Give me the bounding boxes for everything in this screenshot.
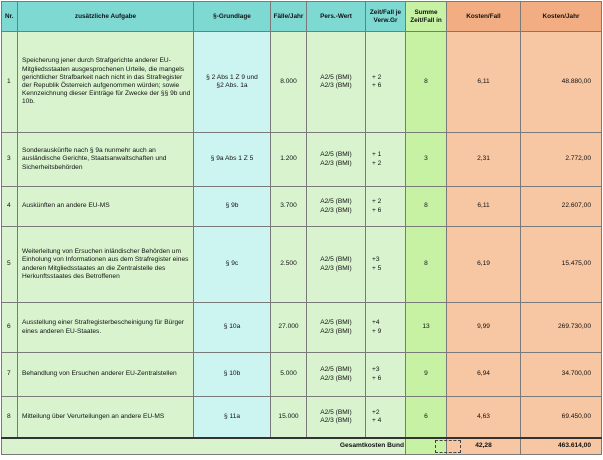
table-row (2, 353, 602, 397)
grundlage-line: § 9a Abs 1 Z 5 (210, 155, 254, 163)
row-zeit-fall (366, 227, 406, 303)
row-zeit-fall (366, 397, 406, 438)
pers-line: A2/3 (BMI) (320, 327, 352, 335)
zeit-line: +3 (372, 256, 380, 264)
row-zeit-fall (366, 303, 406, 353)
pers-line: A2/5 (BMI) (320, 198, 352, 206)
pers-line: A2/5 (BMI) (320, 151, 352, 159)
row-grundlage (194, 133, 271, 187)
pers-line: A2/3 (BMI) (320, 206, 352, 214)
row-pers-wert (307, 32, 366, 133)
row-kosten-jahr: 48.880,00 (521, 32, 602, 133)
pers-line: A2/3 (BMI) (320, 374, 352, 382)
grundlage-line: § 9c (225, 260, 239, 268)
row-pers-wert (307, 303, 366, 353)
row-faelle: 3.700 (271, 187, 307, 227)
row-task: Weiterleitung von Ersuchen inländischer Behörden um Einholung von Informationen aus dem Strafregister eines anderen Mitgliedsstaates an die Zentralstelle des Herkunftsstaates des Betroffenen (18, 227, 194, 303)
zeit-line: +2 (372, 408, 380, 416)
zeit-line: + 4 (372, 416, 382, 424)
row-grundlage (194, 187, 271, 227)
zeit-line: +3 (372, 366, 380, 374)
row-task: Auskünften an andere EU-MS (18, 187, 194, 227)
pers-line: A2/5 (BMI) (320, 319, 352, 327)
header-zeit-fall: Zeit/Fall je Verw.Gr (366, 2, 406, 32)
total-kosten-jahr: 463.614,00 (521, 438, 602, 455)
row-faelle: 27.000 (271, 303, 307, 353)
row-pers-wert (307, 187, 366, 227)
row-grundlage (194, 32, 271, 133)
zeit-line: +4 (372, 319, 380, 327)
row-summe: 9 (406, 353, 447, 397)
cost-table (1, 1, 602, 455)
pers-line: A2/3 (BMI) (320, 82, 352, 89)
row-summe: 8 (406, 227, 447, 303)
table-row (2, 303, 602, 353)
row-kosten-fall: 2,31 (447, 133, 521, 187)
zeit-line: + 5 (372, 264, 382, 272)
row-faelle: 1.200 (271, 133, 307, 187)
row-summe: 8 (406, 32, 447, 133)
header-grundlage: §-Grundlage (194, 2, 271, 32)
row-faelle: 5.000 (271, 353, 307, 397)
total-kosten-fall: 42,28 (447, 438, 521, 455)
row-faelle: 8.000 (271, 32, 307, 133)
header-pers-wert: Pers.-Wert (307, 2, 366, 32)
row-grundlage (194, 353, 271, 397)
row-kosten-fall: 6,11 (447, 187, 521, 227)
zeit-line: + 2 (372, 198, 382, 206)
zeit-line: + 6 (372, 206, 382, 214)
row-zeit-fall (366, 353, 406, 397)
grundlage-line: § 2 Abs 1 Z 9 und (206, 73, 258, 81)
row-nr: 1 (2, 32, 18, 133)
pers-line: A2/5 (BMI) (320, 366, 352, 374)
row-summe: 6 (406, 397, 447, 438)
row-task: Behandlung von Ersuchen anderer EU-Zentralstellen (18, 353, 194, 397)
zeit-line: + 2 (372, 73, 382, 81)
row-kosten-fall: 6,19 (447, 227, 521, 303)
row-pers-wert (307, 227, 366, 303)
row-task: Speicherung jener durch Strafgerichte anderer EU-Mitgliedsstaaten ausgesprochenen Urteile, die mangels gerichtlicher Strafbarkeit nach nicht in das Strafregister der Republik Österreich aufgenommen würden; sowie Kennzeichnung dieser Einträge für Zwecke der §§ 9b und 10b. (18, 32, 194, 133)
row-pers-wert (307, 133, 366, 187)
table-row (2, 133, 602, 187)
row-grundlage (194, 227, 271, 303)
header-row (2, 2, 602, 32)
row-task: Ausstellung einer Strafregisterbescheinigung für Bürger eines anderen EU-Staates. (18, 303, 194, 353)
row-nr: 5 (2, 227, 18, 303)
header-kosten-fall: Kosten/Fall (447, 2, 521, 32)
row-kosten-jahr: 269.730,00 (521, 303, 602, 353)
row-nr: 8 (2, 397, 18, 438)
row-kosten-fall: 6,94 (447, 353, 521, 397)
zeit-line: + 1 (372, 151, 382, 159)
pers-line: A2/3 (BMI) (320, 264, 352, 272)
header-task: zusätzliche Aufgabe (18, 2, 194, 32)
row-grundlage (194, 303, 271, 353)
row-nr: 6 (2, 303, 18, 353)
row-pers-wert (307, 353, 366, 397)
row-kosten-jahr: 2.772,00 (521, 133, 602, 187)
row-zeit-fall (366, 133, 406, 187)
grundlage-line: § 11a (223, 412, 240, 420)
zeit-line: + 6 (372, 374, 382, 382)
pers-line: A2/5 (BMI) (320, 256, 352, 264)
header-faelle: Fälle/Jahr (271, 2, 307, 32)
row-summe: 13 (406, 303, 447, 353)
row-summe: 8 (406, 187, 447, 227)
header-nr: Nr. (2, 2, 18, 32)
row-kosten-jahr: 34.700,00 (521, 353, 602, 397)
pers-line: A2/3 (BMI) (320, 159, 352, 167)
row-task: Sonderauskünfte nach § 9a nunmehr auch an ausländische Gerichte, Staatsanwaltschaften und Sicherheitsbehörden (18, 133, 194, 187)
pers-line: A2/3 (BMI) (320, 416, 352, 424)
total-row (2, 438, 602, 455)
table-row (2, 227, 602, 303)
row-zeit-fall (366, 32, 406, 133)
row-faelle: 2.500 (271, 227, 307, 303)
row-pers-wert (307, 397, 366, 438)
row-zeit-fall (366, 187, 406, 227)
row-nr: 4 (2, 187, 18, 227)
row-kosten-fall: 9,99 (447, 303, 521, 353)
row-nr: 3 (2, 133, 18, 187)
total-label: Gesamtkosten Bund (2, 438, 406, 455)
header-kosten-jahr: Kosten/Jahr (521, 2, 602, 32)
row-kosten-jahr: 22.607,00 (521, 187, 602, 227)
zeit-line: + 9 (372, 327, 382, 335)
table-row (2, 397, 602, 438)
row-summe: 3 (406, 133, 447, 187)
row-kosten-jahr: 15.475,00 (521, 227, 602, 303)
row-faelle: 15.000 (271, 397, 307, 438)
row-kosten-jahr: 69.450,00 (521, 397, 602, 438)
grundlage-line: § 9b (225, 202, 239, 210)
cell-selection-marker (435, 440, 461, 453)
zeit-line: + 6 (372, 82, 382, 89)
row-nr: 7 (2, 353, 18, 397)
row-grundlage (194, 397, 271, 438)
zeit-line: + 2 (372, 159, 382, 167)
row-task: Mitteilung über Verurteilungen an andere EU-MS (18, 397, 194, 438)
header-summe: Summe Zeit/Fall in (406, 2, 447, 32)
table-row (2, 32, 602, 133)
pers-line: A2/5 (BMI) (320, 408, 352, 416)
pers-line: A2/5 (BMI) (320, 73, 352, 81)
grundlage-line: § 10b (223, 370, 241, 378)
table-row (2, 187, 602, 227)
row-kosten-fall: 4,63 (447, 397, 521, 438)
grundlage-line: §2 Abs. 1a (216, 82, 248, 89)
grundlage-line: § 10a (223, 323, 241, 331)
row-kosten-fall: 6,11 (447, 32, 521, 133)
